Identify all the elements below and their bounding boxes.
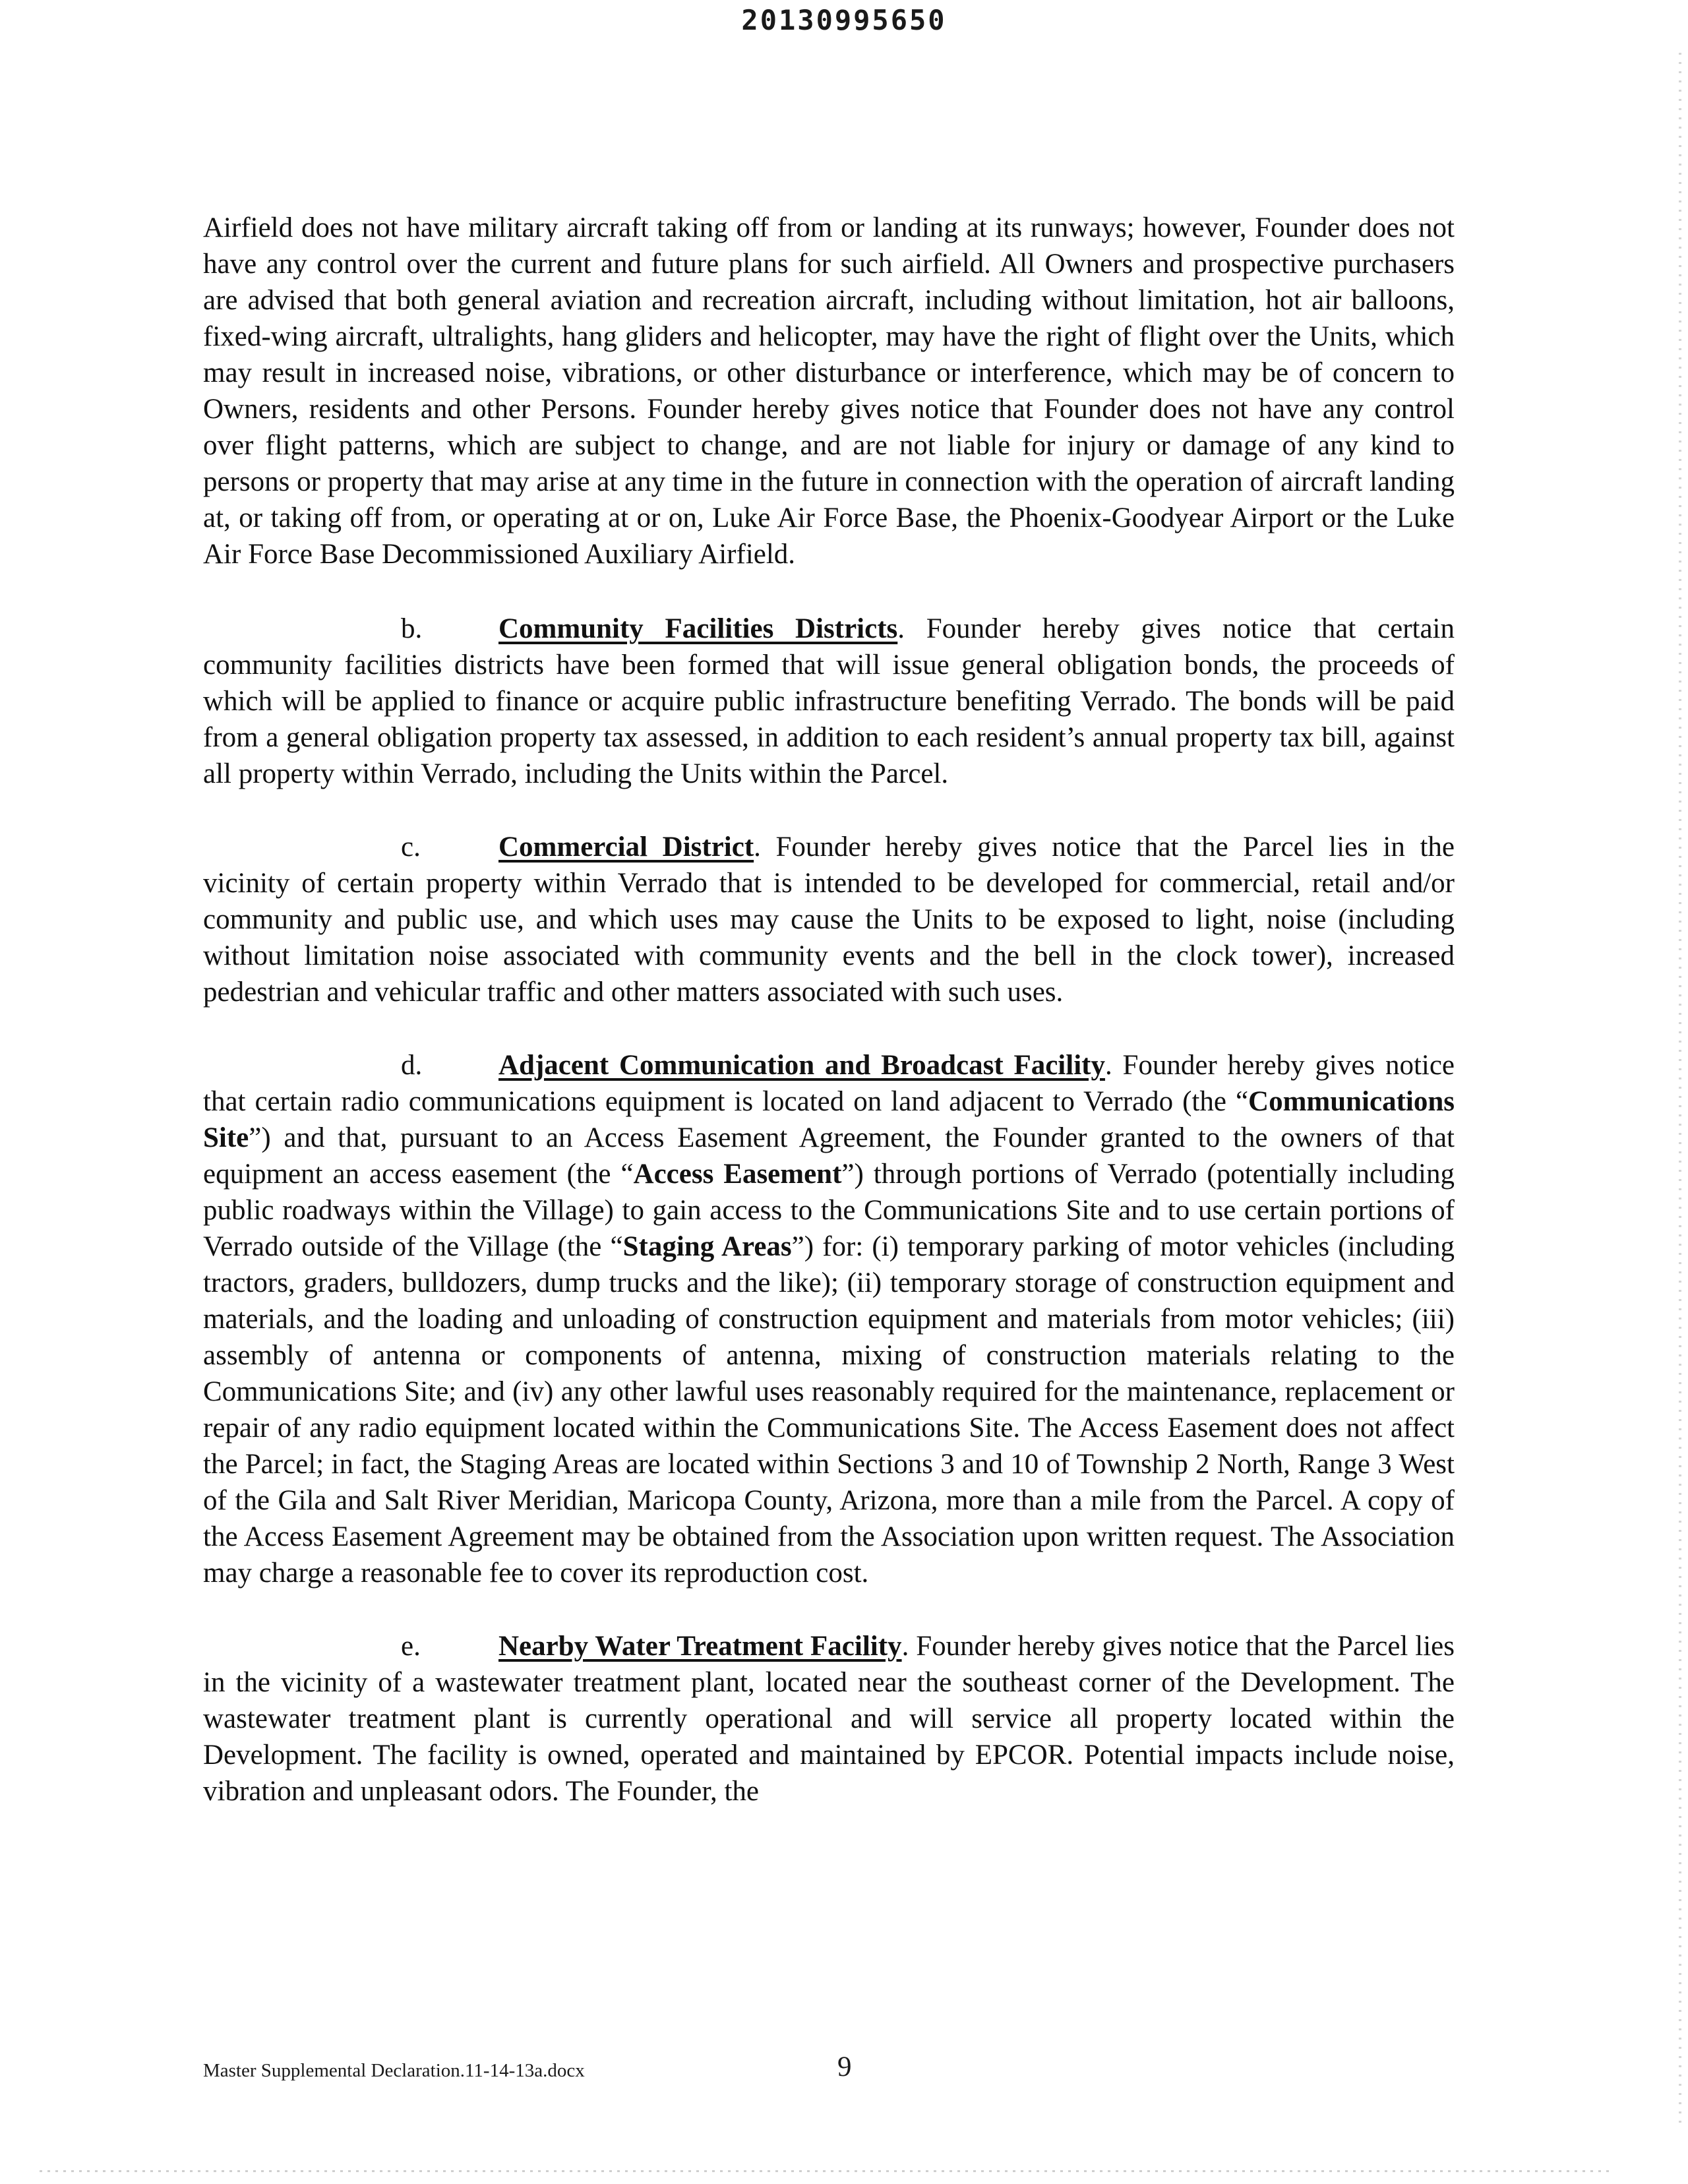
section-b-community-facilities	[203, 611, 1455, 792]
section-b-text: . Founder hereby gives notice that certain community facilities districts have been formed that will issue general obligation bonds, the proceeds of which will be applied to finance or acquire public infrastructure benefiting Verrado. The bonds will be paid from a general obligation property tax assessed, in addition to each resident’s annual property tax bill, against all property within Verrado, including the Units within the Parcel.	[203, 613, 1455, 789]
section-c-heading: Commercial District	[498, 832, 754, 863]
scan-bottom-artifact	[40, 2170, 1609, 2172]
section-d-letter: d.	[401, 1050, 423, 1081]
section-c-commercial-district	[203, 829, 1455, 1010]
section-c-letter: c.	[401, 832, 421, 863]
scan-edge-artifact	[1679, 53, 1681, 2123]
section-b-letter: b.	[401, 613, 423, 644]
section-e-water-treatment	[203, 1628, 1455, 1809]
term-communications-site: Communications Site	[203, 1086, 1455, 1153]
section-d-broadcast-facility	[203, 1047, 1455, 1591]
document-number: 20130995650	[741, 4, 947, 36]
section-d-text-2: ”) and that, pursuant to an Access Easement Agreement, the Founder granted to the owners of that equipment an access easement (the “	[203, 1122, 1455, 1190]
footer-filename: Master Supplemental Declaration.11-14-13a.docx	[203, 2060, 585, 2081]
section-e-letter: e.	[401, 1631, 421, 1662]
paragraph-airfield-continued: Airfield does not have military aircraft taking off from or landing at its runways; however, Founder does not have any control over the current and future plans for such airfield. All Owners and prospective purchasers are advised that both general aviation and recreation aircraft, including without limitation, hot air balloons, fixed-wing aircraft, ultralights, hang gliders and helicopter, may have the right of flight over the Units, which may result in increased noise, vibrations, or other disturbance or interference, which may be of concern to Owners, residents and other Persons. Founder hereby gives notice that Founder does not have any control over flight patterns, which are subject to change, and are not liable for injury or damage of any kind to persons or property that may arise at any time in the future in connection with the operation of aircraft landing at, or taking off from, or operating at or on, Luke Air Force Base, the Phoenix-Goodyear Airport or the Luke Air Force Base Decommissioned Auxiliary Airfield.	[203, 212, 1455, 570]
section-d-text-4: ”) for: (i) temporary parking of motor vehicles (including tractors, graders, bulldozers, dump trucks and the like); (ii) temporary storage of construction equipment and materials, and the loading and unloading of construction equipment and materials from motor vehicles; (iii) assembly of antenna or components of antenna, mixing of construction materials relating to the Communications Site; and (iv) any other lawful uses reasonably required for the maintenance, replacement or repair of any radio equipment located within the Communications Site. The Access Easement does not affect the Parcel; in fact, the Staging Areas are located within Sections 3 and 10 of Township 2 North, Range 3 West of the Gila and Salt River Meridian, Maricopa County, Arizona, more than a mile from the Parcel. A copy of the Access Easement Agreement may be obtained from the Association upon written request. The Association may charge a reasonable fee to cover its reproduction cost.	[203, 1231, 1455, 1589]
section-d-heading: Adjacent Communication and Broadcast Facility	[498, 1050, 1105, 1081]
page-number: 9	[837, 2051, 852, 2082]
section-e-text: . Founder hereby gives notice that the Parcel lies in the vicinity of a wastewater treatment plant, located near the southeast corner of the Development. The wastewater treatment plant is currently operational and will service all property located within the Development. The facility is owned, operated and maintained by EPCOR. Potential impacts include noise, vibration and unpleasant odors. The Founder, the	[203, 1631, 1455, 1807]
term-access-easement: Access Easement	[633, 1159, 842, 1190]
term-staging-areas: Staging Areas	[622, 1231, 792, 1262]
section-c-text: . Founder hereby gives notice that the Parcel lies in the vicinity of certain property within Verrado that is intended to be developed for commercial, retail and/or community and public use, and which uses may cause the Units to be exposed to light, noise (including without limitation noise associated with community events and the bell in the clock tower), increased pedestrian and vehicular traffic and other matters associated with such uses.	[203, 832, 1455, 1008]
page-body	[203, 210, 1455, 1846]
section-e-heading: Nearby Water Treatment Facility	[498, 1631, 902, 1662]
section-b-heading: Community Facilities Districts	[498, 613, 898, 644]
section-d-text-1: . Founder hereby gives notice that certain radio communications equipment is located on land adjacent to Verrado (the “	[203, 1050, 1455, 1117]
section-d-text-3: ”) through portions of Verrado (potentially including public roadways within the Village) to gain access to the Communications Site and to use certain portions of Verrado outside of the Village (the “	[203, 1159, 1455, 1262]
